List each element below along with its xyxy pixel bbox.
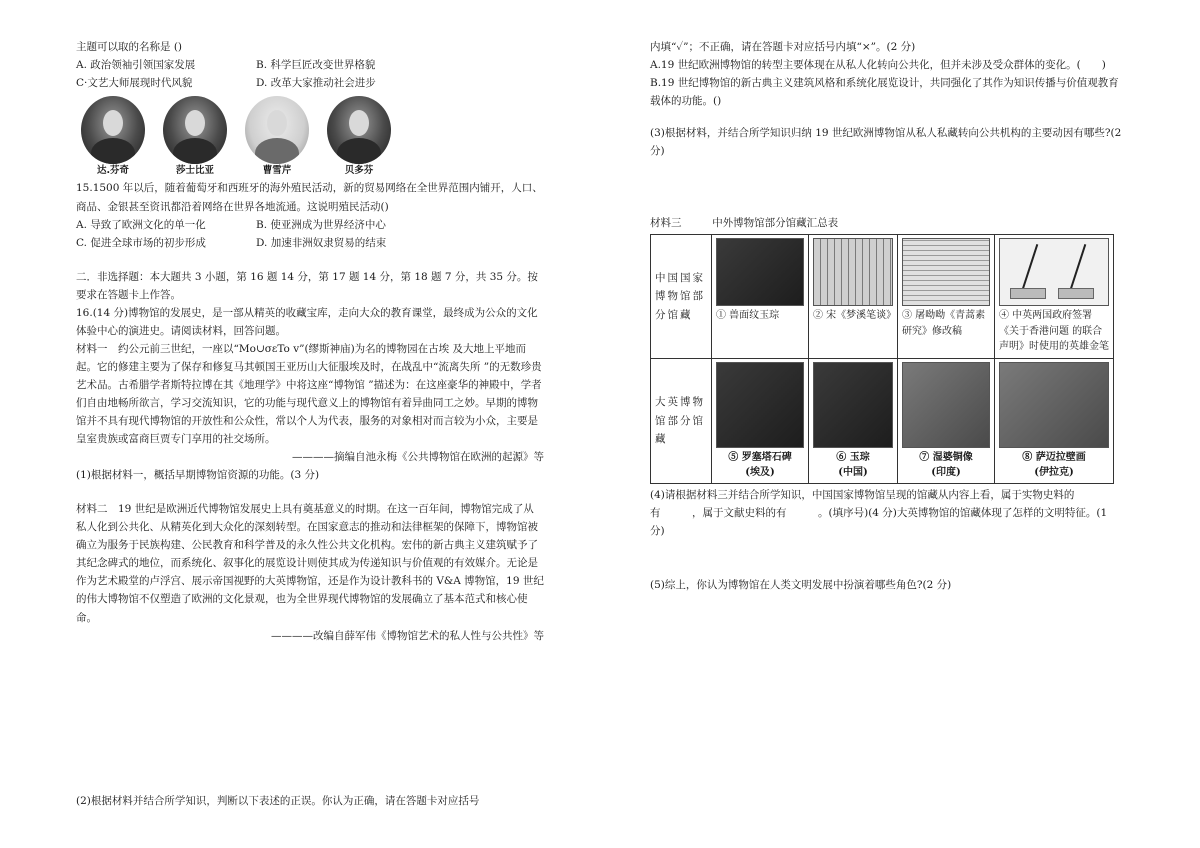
q15-options — [76, 216, 544, 252]
cell-item-2 — [809, 235, 898, 359]
portrait-image — [163, 96, 227, 164]
cell-item-5 — [712, 358, 809, 483]
left-column — [76, 38, 544, 807]
portrait-beethoven — [326, 96, 392, 177]
item-caption: ④ 中英两国政府签署《关于香港问题 的联合声明》时使用的英雄金笔 — [999, 310, 1109, 353]
portrait-image — [81, 96, 145, 164]
item-origin: (印度) — [931, 466, 961, 478]
samarra-mural-image — [999, 362, 1109, 448]
rosetta-stone-image — [716, 362, 804, 448]
collection-table — [650, 234, 1114, 484]
portrait-image — [327, 96, 391, 164]
material-one-source: ————摘编自池永梅《公共博物馆在欧洲的起源》等 — [292, 451, 544, 464]
item-caption: ⑤ 罗塞塔石碑 — [728, 451, 792, 463]
item-caption: ③ 屠呦呦《青蒿素研究》修改稿 — [902, 310, 986, 337]
manuscript-image — [902, 238, 990, 306]
q14-tail: 主题可以取的名称是 () — [76, 41, 183, 53]
item-origin: (伊拉克) — [1034, 466, 1074, 478]
portrait-caption: 达.芬奇 — [96, 165, 130, 177]
cell-item-1 — [712, 235, 809, 359]
right-column — [650, 38, 1122, 594]
cell-item-6 — [809, 358, 898, 483]
portrait-da-vinci — [80, 96, 146, 177]
q16-intro: 16.(14 分)博物馆的发展史，是一部从精英的收藏宝库，走向大众的教育课堂，最终成为公众的文化体验中心的演进史。请阅读材料，回答问题。 — [76, 306, 538, 337]
item-caption: ② 宋《梦溪笔谈》 — [813, 310, 897, 322]
portrait-shakespeare — [162, 96, 228, 177]
q16-part5: (5)综上，你认为博物馆在人类文明发展中扮演着哪些角色?(2 分) — [650, 578, 952, 591]
cell-item-8 — [995, 358, 1114, 483]
table-row — [651, 235, 1114, 359]
q16-part2-b: B.19 世纪博物馆的新古典主义建筑风格和系统化展览设计，共同强化了其作为知识传播与价值观教育载体的功能。() — [650, 77, 1119, 108]
q15-option-a[interactable]: A. 导致了欧洲文化的单一化 — [76, 218, 206, 231]
item-caption: ⑧ 萨迈拉壁画 — [1022, 451, 1086, 463]
q16-part2-a: A.19 世纪欧洲博物馆的转型主要体现在从私人化转向公共化，但并未涉及受众群体的变化。( ) — [650, 59, 1106, 72]
item-caption: ⑦ 湿婆铜像 — [919, 451, 973, 463]
q15-stem: 15.1500 年以后，随着葡萄牙和西班牙的海外殖民活动，新的贸易网络在全世界范围内铺开，人口、商品、金银甚至资讯都沿着网络在世界各地流通。这说明殖民活动() — [76, 182, 543, 213]
shiva-bronze-image — [902, 362, 990, 448]
q15-option-d[interactable]: D. 加速非洲奴隶贸易的结束 — [256, 236, 387, 249]
q16-part2: (2)根据材料并结合所学知识，判断以下表述的正误。你认为正确，请在答题卡对应括号 — [76, 795, 480, 807]
q16-part2-continued: 内填“✓”；不正确，请在答题卡对应括号内填“×”。(2 分) — [650, 41, 916, 53]
portrait-image — [245, 96, 309, 164]
portrait-cao-xueqin — [244, 96, 310, 177]
item-origin: (埃及) — [745, 466, 775, 478]
cell-item-3 — [898, 235, 995, 359]
jade-cong-image — [716, 238, 804, 306]
q14-option-c[interactable]: C·文艺大师展现时代风貌 — [76, 77, 193, 90]
pens-image — [999, 238, 1109, 306]
portrait-caption: 曹雪芹 — [262, 165, 292, 177]
q14-option-d[interactable]: D. 改革大家推动社会进步 — [256, 77, 376, 90]
section-two-heading: 二．非选择题：本大题共 3 小题，第 16 题 14 分，第 17 题 14 分，第 18 题 7 分，共 35 分。按要求在答题卡上作答。 — [76, 270, 538, 301]
material-three-heading — [650, 214, 1122, 232]
q14-option-b[interactable]: B. 科学巨匠改变世界格貌 — [256, 59, 376, 72]
material-one: 材料一 约公元前三世纪，一座以“Mo∪σεTo v”(缪斯神庙)为名的博物园在古埃 及大地上平地而起。它的修建主要为了保存和修复马其顿国王亚历山大征服埃及时，在战乱中“流离失所 ”的无数珍贵艺术品。古希腊学者斯特拉博在其《地理学》中将这座“博物馆 ”描述为：在这座豪华的神殿中，学者们自由地畅所欲言，学习交流知识，它的功能与现代意义上的博物馆有着异曲同工之妙。早期的博物馆并不具有现代博物馆的开放性和公众性，常以个人为代表，服务的对象相对而言较为小众，主要是皇室贵族或富商巨贾专门享用的社交场所。 — [76, 342, 542, 446]
book-image — [813, 238, 893, 306]
material-three-title: 中外博物馆部分馆藏汇总表 — [712, 217, 839, 230]
portrait-caption: 莎士比亚 — [175, 165, 214, 177]
q14-option-a[interactable]: A. 政治领袖引领国家发展 — [76, 59, 196, 72]
material-three-label: 材料三 — [650, 217, 682, 230]
material-two-source: ————改编自薛军伟《博物馆艺术的私人性与公共性》等 — [271, 629, 544, 642]
q16-part3: (3)根据材料，并结合所学知识归纳 19 世纪欧洲博物馆从私人私藏转向公共机构的主要动因有哪些?(2 分) — [650, 127, 1122, 158]
cell-item-7 — [898, 358, 995, 483]
portrait-caption: 贝多芬 — [344, 165, 374, 177]
portrait-row — [80, 96, 544, 177]
row-head-national-museum: 中国国家博物馆部分馆藏 — [651, 235, 712, 359]
q16-part1: (1)根据材料一，概括早期博物馆资源的功能。(3 分) — [76, 469, 320, 482]
item-caption: ① 兽面纹玉琮 — [716, 310, 780, 322]
table-row — [651, 358, 1114, 483]
q15-option-c[interactable]: C. 促进全球市场的初步形成 — [76, 236, 206, 249]
cell-item-4 — [995, 235, 1114, 359]
q15-option-b[interactable]: B. 使亚洲成为世界经济中心 — [256, 218, 386, 231]
item-caption: ⑥ 玉琮 — [836, 451, 870, 463]
item-origin: (中国) — [838, 466, 868, 478]
row-head-british-museum: 大英博物馆部分馆藏 — [651, 358, 712, 483]
material-two: 材料二 19 世纪是欧洲近代博物馆发展史上具有奠基意义的时期。在这一百年间，博物馆完成了从私人化到公共化、从精英化到大众化的深刻转型。在国家意志的推动和法律框架的保障下，博物馆被确立为服务于民族构建、公民教育和科学普及的永久性公共文化机构。宏伟的新古典主义建筑赋予了其纪念碑式的地位，而系统化、叙事化的展览设计则使其成为传递知识与价值观的有效媒介。无论是作为艺术殿堂的卢浮宫、展示帝国视野的大英博物馆，还是作为设计教科书的 V&A 博物馆，19 世纪的伟大博物馆不仅塑造了欧洲的文化景观，也为全世界现代博物馆的发展确立了基本范式和核心使命。 — [76, 503, 544, 624]
q14-options — [76, 56, 544, 92]
jade-cong-image — [813, 362, 893, 448]
q16-part4: (4)请根据材料三并结合所学知识，中国国家博物馆呈现的馆藏从内容上看，属于实物史料的有 ，属于文献史料的有 。(填序号)(4 分)大英博物馆的馆藏体现了怎样的文明特征。(1 分) — [650, 488, 1108, 537]
